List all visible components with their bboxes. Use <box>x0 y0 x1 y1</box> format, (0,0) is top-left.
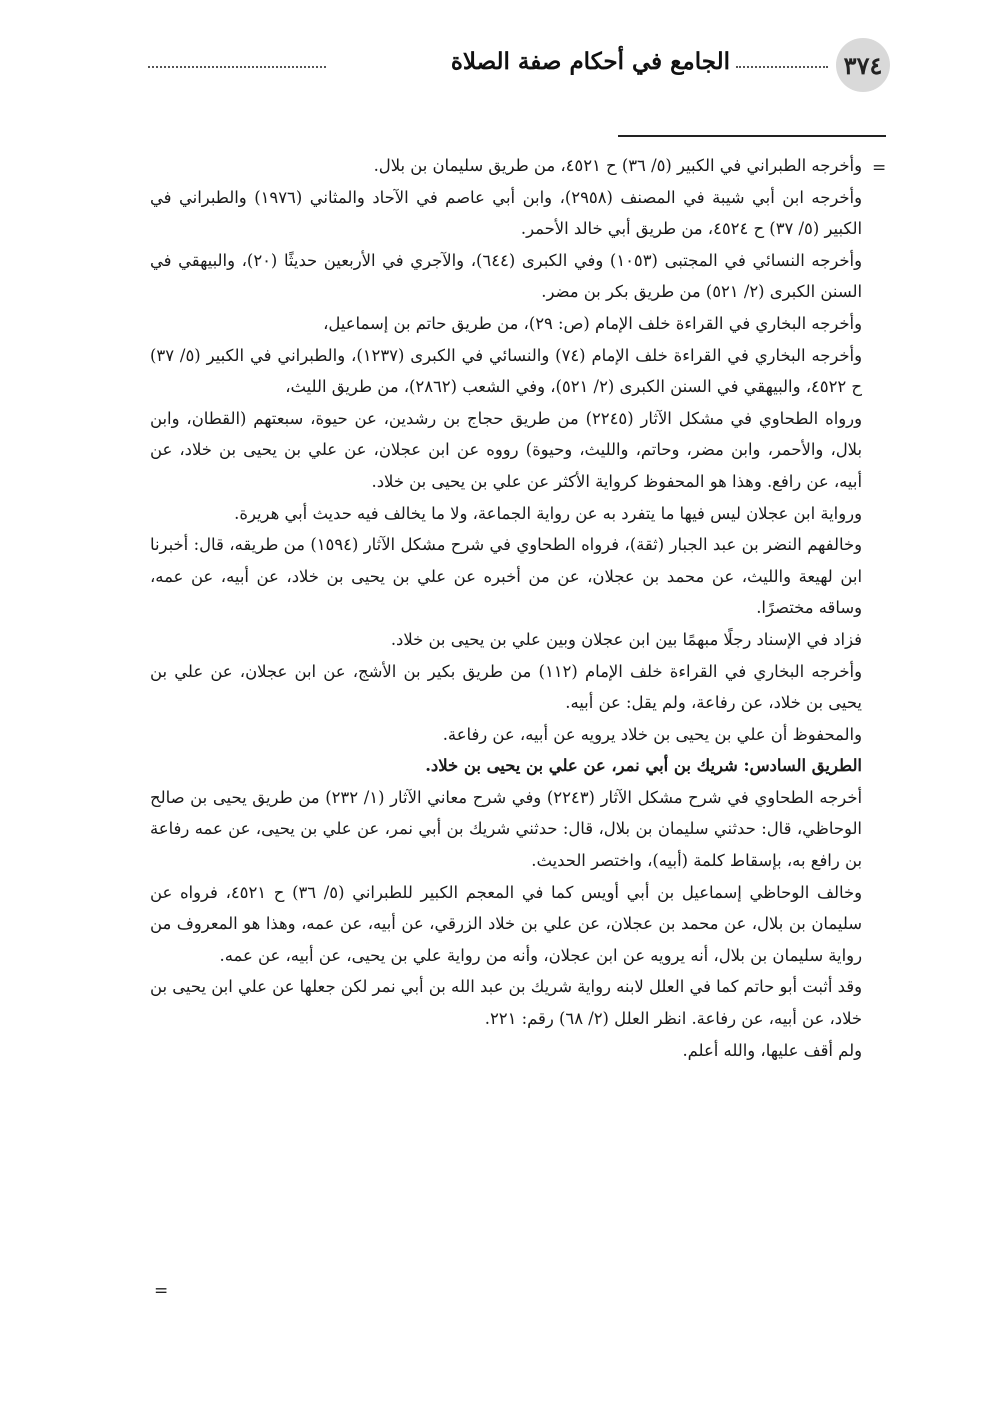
continuation-mark-bottom: = <box>154 1281 169 1301</box>
footnote-paragraph: والمحفوظ أن علي بن يحيى بن خلاد يرويه عن أبيه، عن رفاعة. <box>442 724 862 744</box>
footnote-paragraph: وأخرجه البخاري في القراءة خلف الإمام (ص: ٢٩)، من طريق حاتم بن إسماعيل، <box>323 313 862 333</box>
header-dots-right <box>736 66 828 68</box>
running-title: الجامع في أحكام صفة الصلاة <box>450 48 730 75</box>
footnote-paragraph: وأخرجه البخاري في القراءة خلف الإمام (٧٤) والنسائي في الكبرى (١٢٣٧)، والطبراني في الكبير (٥/ ٣٧) ح ٤٥٢٢، والبيهقي في السنن الكبرى (٢/ ٥٢١)، وفي الشعب (٢٨٦٢)، من طريق الليث، <box>150 345 863 397</box>
header-dots-left <box>148 66 326 68</box>
footnote-paragraph: وأخرجه الطبراني في الكبير (٥/ ٣٦) ح ٤٥٢١، من طريق سليمان بن بلال. <box>373 156 862 175</box>
footnote-paragraph: وقد أثبت أبو حاتم كما في العلل لابنه رواية شريك بن عبد الله بن أبي نمر لكن جعلها عن علي ابن يحيى بن خلاد، عن أبيه، عن رفاعة. انظر العلل (٢/ ٦٨) رقم: ٢٢١. <box>150 977 862 1029</box>
footnote-paragraph: وأخرجه البخاري في القراءة خلف الإمام (١١٢) من طريق بكير بن الأشج، عن ابن عجلان، عن علي بن يحيى بن خلاد، عن رفاعة، ولم يقل: عن أبيه. <box>150 661 863 713</box>
footnote-paragraph: وخالف الوحاظي إسماعيل بن أبي أويس كما في المعجم الكبير للطبراني (٥/ ٣٦) ح ٤٥٢١، فرواه عن سليمان بن بلال، عن محمد بن عجلان، عن علي بن خلاد الزرقي، عن أبيه، عن عمه، وهذا هو المعروف من رواية سليمان بن بلال، أنه يرويه عن ابن عجلان، وأنه من رواية علي بن يحيى، عن أبيه، عن عمه. <box>150 882 862 965</box>
footnote-paragraph: فزاد في الإسناد رجلًا مبهمًا بين ابن عجلان وبين علي بن يحيى بن خلاد. <box>390 629 862 649</box>
page-number: ٣٧٤ <box>836 38 890 92</box>
section-heading: الطريق السادس: شريك بن أبي نمر، عن علي بن يحيى بن خلاد. <box>425 756 862 776</box>
continuation-mark-top: = <box>872 158 887 178</box>
footnote-paragraph: ورواية ابن عجلان ليس فيها ما يتفرد به عن رواية الجماعة، ولا ما يخالف فيه حديث أبي هريرة. <box>234 503 862 523</box>
footnote-paragraph: وأخرجه النسائي في المجتبى (١٠٥٣) وفي الكبرى (٦٤٤)، والآجري في الأربعين حديثًا (٢٠)، والبيهقي في السنن الكبرى (٢/ ٥٢١) من طريق بكر بن مضر. <box>150 250 862 302</box>
footnote-body <box>150 150 862 1066</box>
footnote-paragraph: وخالفهم النضر بن عبد الجبار (ثقة)، فرواه الطحاوي في شرح مشكل الآثار (١٥٩٤) من طريقه، قال: أخبرنا ابن لهيعة والليث، عن محمد بن عجلان، عن من أخبره عن علي بن يحيى بن خلاد، عن أبيه، عن عمه، وساقه مختصرًا. <box>150 535 862 618</box>
page-header <box>140 38 890 102</box>
footnote-separator <box>618 135 886 137</box>
footnote-paragraph: ولم أقف عليها، والله أعلم. <box>682 1040 862 1060</box>
footnote-paragraph: أخرجه الطحاوي في شرح مشكل الآثار (٢٢٤٣) وفي شرح معاني الآثار (١/ ٢٣٢) من طريق يحيى بن صالح الوحاظي، قال: حدثني سليمان بن بلال، قال: حدثني شريك بن أبي نمر، عن علي بن يحيى، عن عمه رفاعة بن رافع به، بإسقاط كلمة (أبيه)، واختصر الحديث. <box>150 787 862 871</box>
footnote-paragraph: ورواه الطحاوي في مشكل الآثار (٢٢٤٥) من طريق حجاج بن رشدين، عن حيوة، سبعتهم (القطان، وابن بلال، والأحمر، وابن مضر، وحاتم، والليث، وحيوة) رووه عن ابن عجلان، عن علي بن يحيى بن خلاد، عن أبيه، عن رافع. وهذا هو المحفوظ كرواية الأكثر عن علي بن يحيى بن خلاد. <box>150 408 862 491</box>
footnote-paragraph: وأخرجه ابن أبي شيبة في المصنف (٢٩٥٨)، وابن أبي عاصم في الآحاد والمثاني (١٩٧٦) والطبراني في الكبير (٥/ ٣٧) ح ٤٥٢٤، من طريق أبي خالد الأحمر. <box>150 187 862 239</box>
